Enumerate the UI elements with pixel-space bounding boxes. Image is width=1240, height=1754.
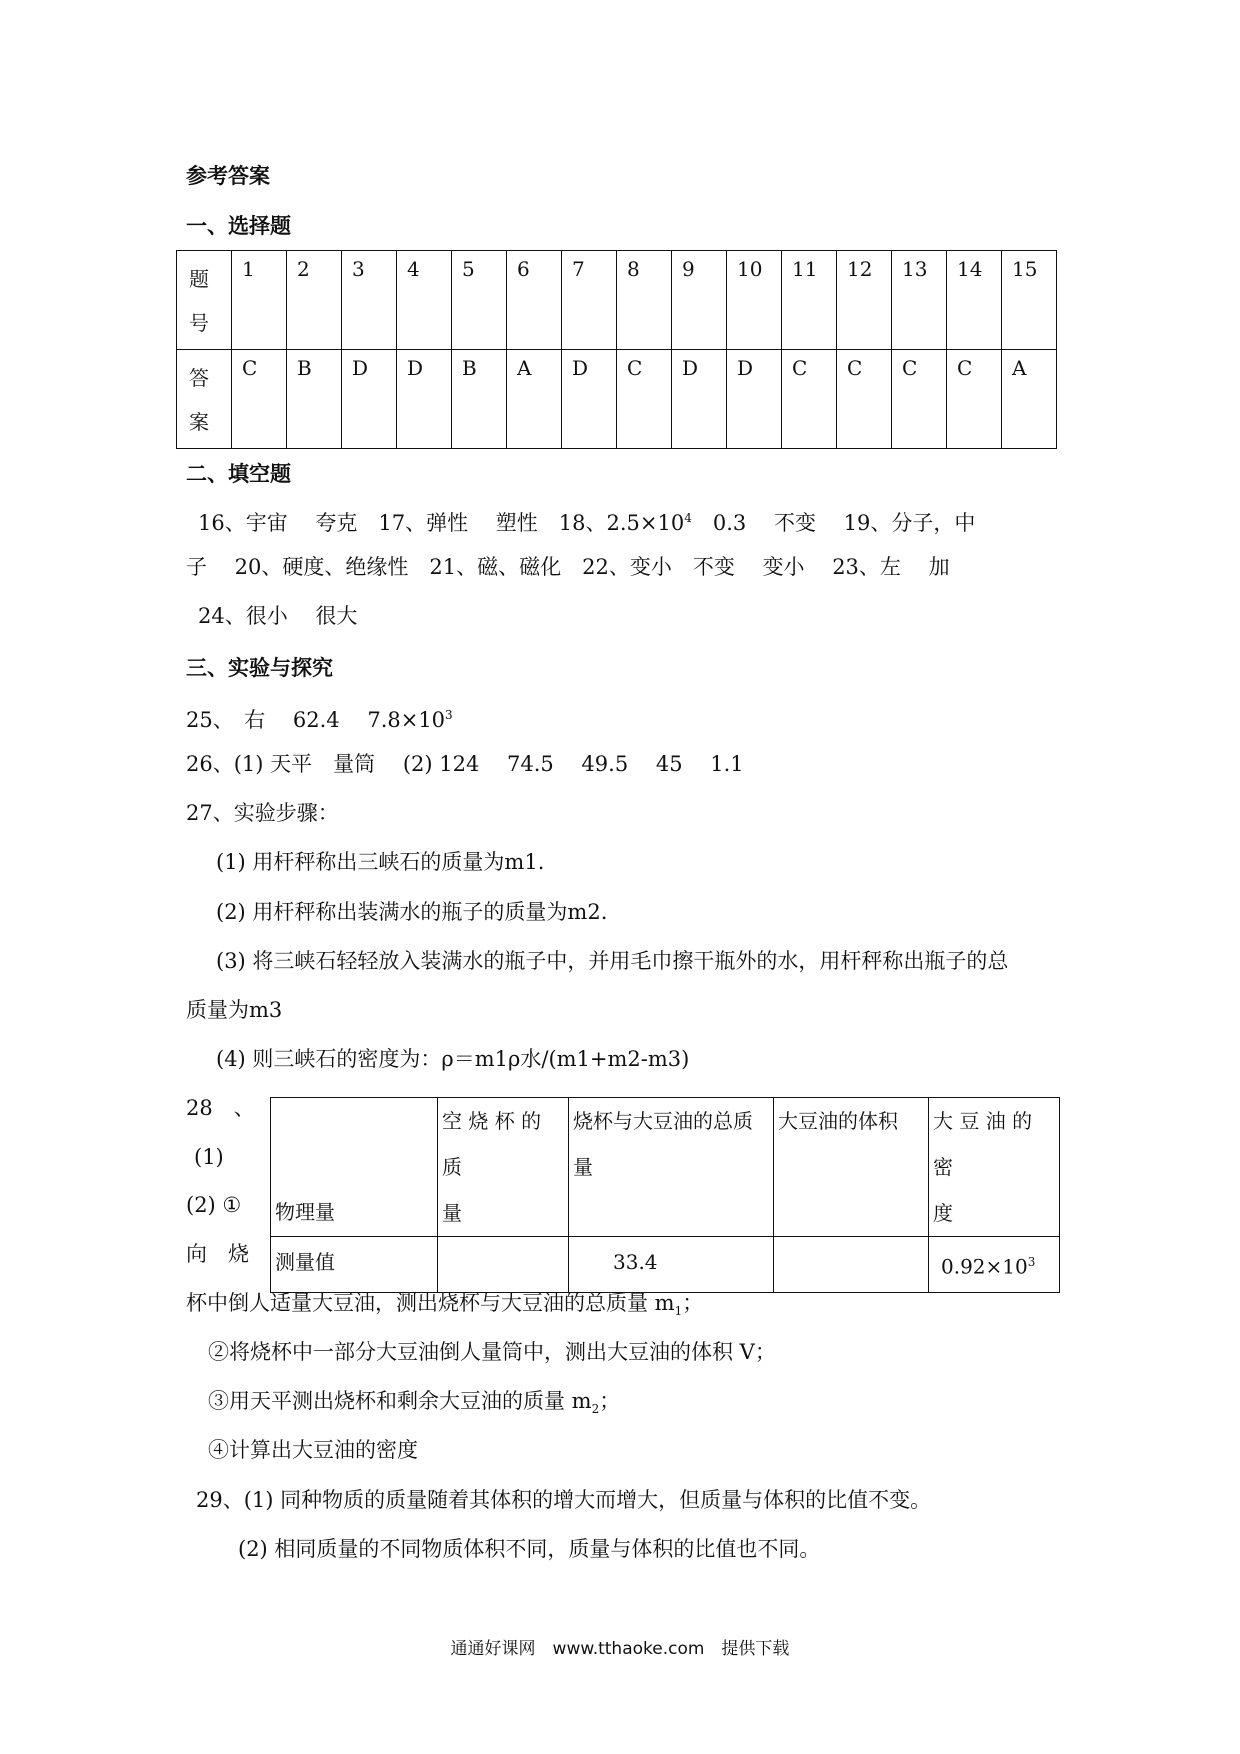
q28-step-3-text: ③用天平测出烧杯和剩余大豆油的质量 m [208, 1389, 592, 1413]
section-fill-heading: 二、填空题 [186, 462, 291, 486]
number-cell: 1 [232, 251, 287, 350]
q27-step-1: (1) 用杆秤称出三峡石的质量为m1. [216, 850, 545, 874]
subscript: 2 [591, 1402, 600, 1417]
fill-line-1-text-b: 0.3 不变 19、分子，中 [691, 511, 976, 535]
answer-cell: B [287, 350, 342, 449]
q27-step-3: (3) 将三峡石轻轻放入装满水的瓶子中，并用毛巾擦干瓶外的水，用杆秤称出瓶子的总 [216, 949, 1009, 973]
number-cell: 8 [617, 251, 672, 350]
subscript: 1 [674, 1304, 683, 1319]
q27-step-4: (4) 则三峡石的密度为：ρ＝m1ρ水/(m1+m2-m3) [216, 1047, 690, 1071]
q27-step-2: (2) 用杆秤称出装满水的瓶子的质量为m2. [216, 900, 608, 924]
answer-cell: C [782, 350, 837, 449]
q26-line: 26、(1) 天平 量筒 (2) 124 74.5 49.5 45 1.1 [186, 752, 744, 776]
fill-line-2: 子 20、硬度、绝缘性 21、磁、磁化 22、变小 不变 变小 23、左 加 [186, 555, 950, 579]
answer-cell: C [837, 350, 892, 449]
answer-cell: D [727, 350, 782, 449]
punctuation: ； [682, 1291, 704, 1315]
number-cell: 2 [287, 251, 342, 350]
table-row [177, 251, 1057, 350]
header-text: 空 烧 杯 的 质 [442, 1109, 542, 1179]
number-cell: 12 [837, 251, 892, 350]
answer-cell: D [397, 350, 452, 449]
page-title: 参考答案 [186, 164, 270, 188]
exponent: 3 [445, 708, 453, 722]
answer-cell: A [1002, 350, 1057, 449]
q28-step-4: ④计算出大豆油的密度 [208, 1438, 418, 1462]
q27-step-3-cont: 质量为m3 [186, 998, 283, 1022]
number-cell: 3 [342, 251, 397, 350]
answer-cell: D [562, 350, 617, 449]
number-cell: 7 [562, 251, 617, 350]
answer-cell: C [947, 350, 1002, 449]
number-cell: 11 [782, 251, 837, 350]
answer-cell: D [342, 350, 397, 449]
q28-step-1-start: 向 烧 [186, 1242, 249, 1266]
exponent: 4 [684, 511, 692, 525]
header-text: 大 豆 油 的 密 [933, 1109, 1033, 1179]
number-cell: 13 [892, 251, 947, 350]
q28-step-2: ②将烧杯中一部分大豆油倒人量筒中，测出大豆油的体积 V； [208, 1340, 776, 1364]
value-total-mass: 33.4 [569, 1237, 774, 1293]
choice-answer-table [176, 250, 1057, 449]
value-oil-volume [774, 1237, 929, 1293]
number-cell: 14 [947, 251, 1002, 350]
col-header-oil-density [929, 1098, 1060, 1237]
table-row [271, 1098, 1060, 1237]
row-header-measured: 测量值 [271, 1237, 438, 1293]
col-header-oil-volume: 大豆油的体积 [774, 1098, 929, 1237]
fill-line-1 [198, 503, 975, 533]
answer-cell: C [892, 350, 947, 449]
answer-cell: C [232, 350, 287, 449]
row-header-answer: 答 案 [177, 350, 232, 449]
row-header-number: 题 号 [177, 251, 232, 350]
header-text: 量 [442, 1201, 462, 1225]
density-value: 0.92×10 [941, 1254, 1028, 1279]
header-text: 烧杯与大豆油的总质 [573, 1109, 753, 1133]
q28-step-1-text: 杯中倒人适量大豆油，测出烧杯与大豆油的总质量 m [186, 1291, 675, 1315]
col-header-empty-beaker [438, 1098, 569, 1237]
number-cell: 4 [397, 251, 452, 350]
q28-label: 28 、 [186, 1096, 255, 1120]
answer-cell: A [507, 350, 562, 449]
number-cell: 10 [727, 251, 782, 350]
section-choice-heading: 一、选择题 [186, 214, 291, 238]
table-row [271, 1237, 1060, 1293]
exponent: 3 [1027, 1255, 1036, 1269]
q28-step-1 [186, 1288, 703, 1318]
q27-title: 27、实验步骤： [186, 801, 339, 825]
number-cell: 6 [507, 251, 562, 350]
q25-text: 25、 右 62.4 7.8×10 [186, 708, 446, 732]
value-empty-beaker [438, 1237, 569, 1293]
number-cell: 15 [1002, 251, 1057, 350]
q28-step-3 [208, 1386, 620, 1416]
fill-line-1-text: 16、宇宙 夸克 17、弹性 塑性 18、2.5×10 [198, 511, 685, 535]
header-text: 度 [933, 1201, 953, 1225]
fill-line-3: 24、很小 很大 [198, 604, 358, 628]
q28-part-2: (2) ① [186, 1193, 242, 1217]
oil-measurement-table [270, 1097, 1060, 1293]
col-header-quantity: 物理量 [271, 1098, 438, 1237]
q29-part-1: 29、(1) 同种物质的质量随着其体积的增大而增大，但质量与体积的比值不变。 [196, 1488, 932, 1512]
number-cell: 9 [672, 251, 727, 350]
answer-cell: B [452, 350, 507, 449]
answer-cell: D [672, 350, 727, 449]
answer-cell: C [617, 350, 672, 449]
table-row [177, 350, 1057, 449]
q29-part-2: (2) 相同质量的不同物质体积不同，质量与体积的比值也不同。 [238, 1537, 821, 1561]
q28-part-1: (1) [194, 1145, 224, 1169]
punctuation: ； [599, 1389, 621, 1413]
number-cell: 5 [452, 251, 507, 350]
q25-line [186, 700, 453, 730]
page-footer: 通通好课网 www.tthaoke.com 提供下载 [450, 1639, 790, 1659]
header-text: 量 [573, 1155, 593, 1179]
col-header-total-mass [569, 1098, 774, 1237]
value-oil-density [929, 1237, 1060, 1293]
section-experiment-heading: 三、实验与探究 [186, 656, 333, 680]
